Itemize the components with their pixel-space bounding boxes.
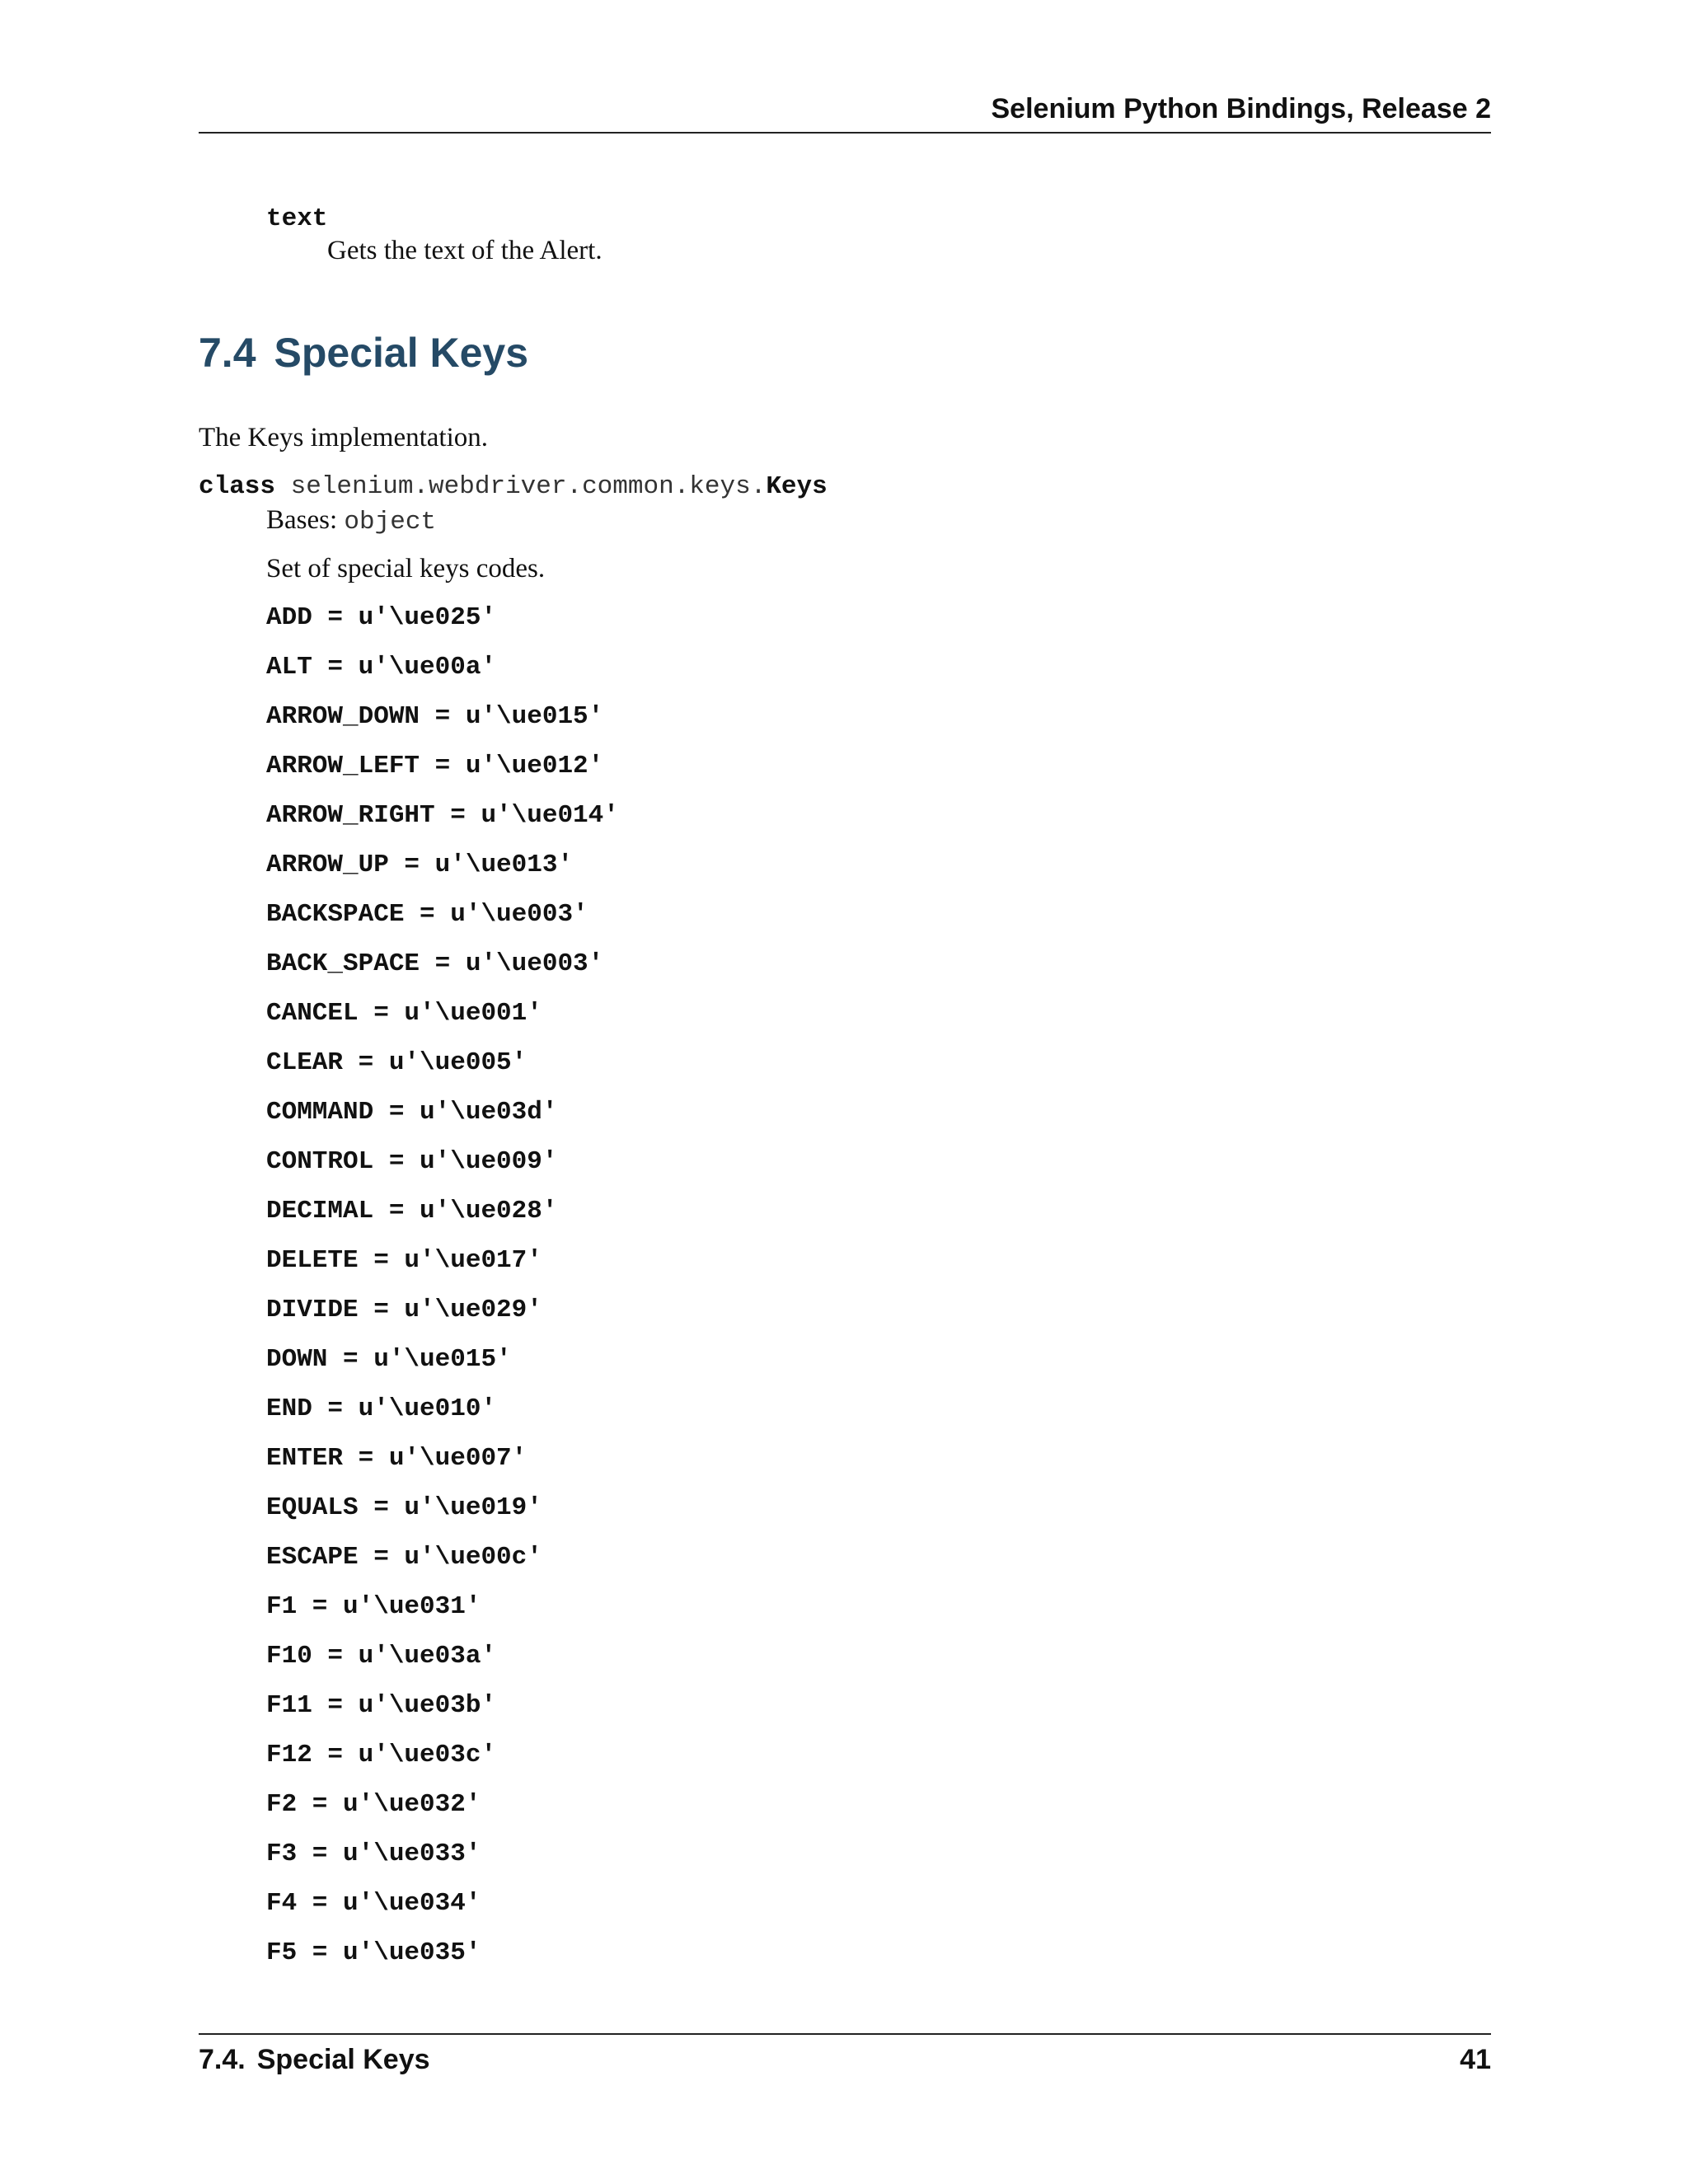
key-entry: DOWN = u'\ue015' <box>266 1345 512 1374</box>
bases-value: object <box>344 508 437 537</box>
section-heading <box>199 328 528 377</box>
header-title: Selenium Python Bindings, Release 2 <box>991 93 1491 124</box>
key-entry: DECIMAL = u'\ue028' <box>266 1197 558 1226</box>
page-footer <box>199 2033 1491 2084</box>
key-entry: DIVIDE = u'\ue029' <box>266 1296 542 1324</box>
key-entry: ESCAPE = u'\ue00c' <box>266 1543 542 1572</box>
attribute-name: text <box>266 204 328 233</box>
class-name: Keys <box>766 472 828 501</box>
keys-list <box>266 602 619 1986</box>
bases-label: Bases: <box>266 505 338 535</box>
class-signature <box>199 471 828 504</box>
page-header <box>199 92 1491 134</box>
key-entry: ADD = u'\ue025' <box>266 603 497 632</box>
key-entry: COMMAND = u'\ue03d' <box>266 1098 558 1127</box>
key-entry: F4 = u'\ue034' <box>266 1889 481 1918</box>
key-entry: ARROW_RIGHT = u'\ue014' <box>266 801 619 830</box>
key-entry: ARROW_LEFT = u'\ue012' <box>266 752 604 780</box>
key-entry: BACKSPACE = u'\ue003' <box>266 900 588 929</box>
key-entry: CANCEL = u'\ue001' <box>266 999 542 1028</box>
key-entry: F5 = u'\ue035' <box>266 1938 481 1967</box>
key-entry: F2 = u'\ue032' <box>266 1790 481 1819</box>
key-entry: ALT = u'\ue00a' <box>266 653 497 682</box>
page-number: 41 <box>1460 2044 1491 2075</box>
key-entry: ARROW_DOWN = u'\ue015' <box>266 702 604 731</box>
key-entry: ARROW_UP = u'\ue013' <box>266 851 574 879</box>
key-entry: F1 = u'\ue031' <box>266 1592 481 1621</box>
key-entry: F3 = u'\ue033' <box>266 1840 481 1868</box>
class-description: Set of special keys codes. <box>266 554 546 583</box>
key-entry: EQUALS = u'\ue019' <box>266 1493 542 1522</box>
footer-section-number: 7.4. <box>199 2044 246 2075</box>
key-entry: F12 = u'\ue03c' <box>266 1741 497 1769</box>
section-number: 7.4 <box>199 330 256 376</box>
class-keyword: class <box>199 472 276 501</box>
attribute-description: Gets the text of the Alert. <box>327 236 603 265</box>
key-entry: CLEAR = u'\ue005' <box>266 1048 528 1077</box>
class-module: selenium.webdriver.common.keys. <box>290 472 767 501</box>
footer-section <box>199 2043 430 2076</box>
key-entry: CONTROL = u'\ue009' <box>266 1147 558 1176</box>
key-entry: DELETE = u'\ue017' <box>266 1246 542 1275</box>
key-entry: BACK_SPACE = u'\ue003' <box>266 949 604 978</box>
footer-section-title: Special Keys <box>256 2044 430 2075</box>
class-bases <box>266 504 436 539</box>
key-entry: F10 = u'\ue03a' <box>266 1642 497 1671</box>
key-entry: ENTER = u'\ue007' <box>266 1444 528 1473</box>
section-intro: The Keys implementation. <box>199 423 488 452</box>
key-entry: F11 = u'\ue03b' <box>266 1691 497 1720</box>
section-title: Special Keys <box>274 330 529 376</box>
key-entry: END = u'\ue010' <box>266 1394 497 1423</box>
